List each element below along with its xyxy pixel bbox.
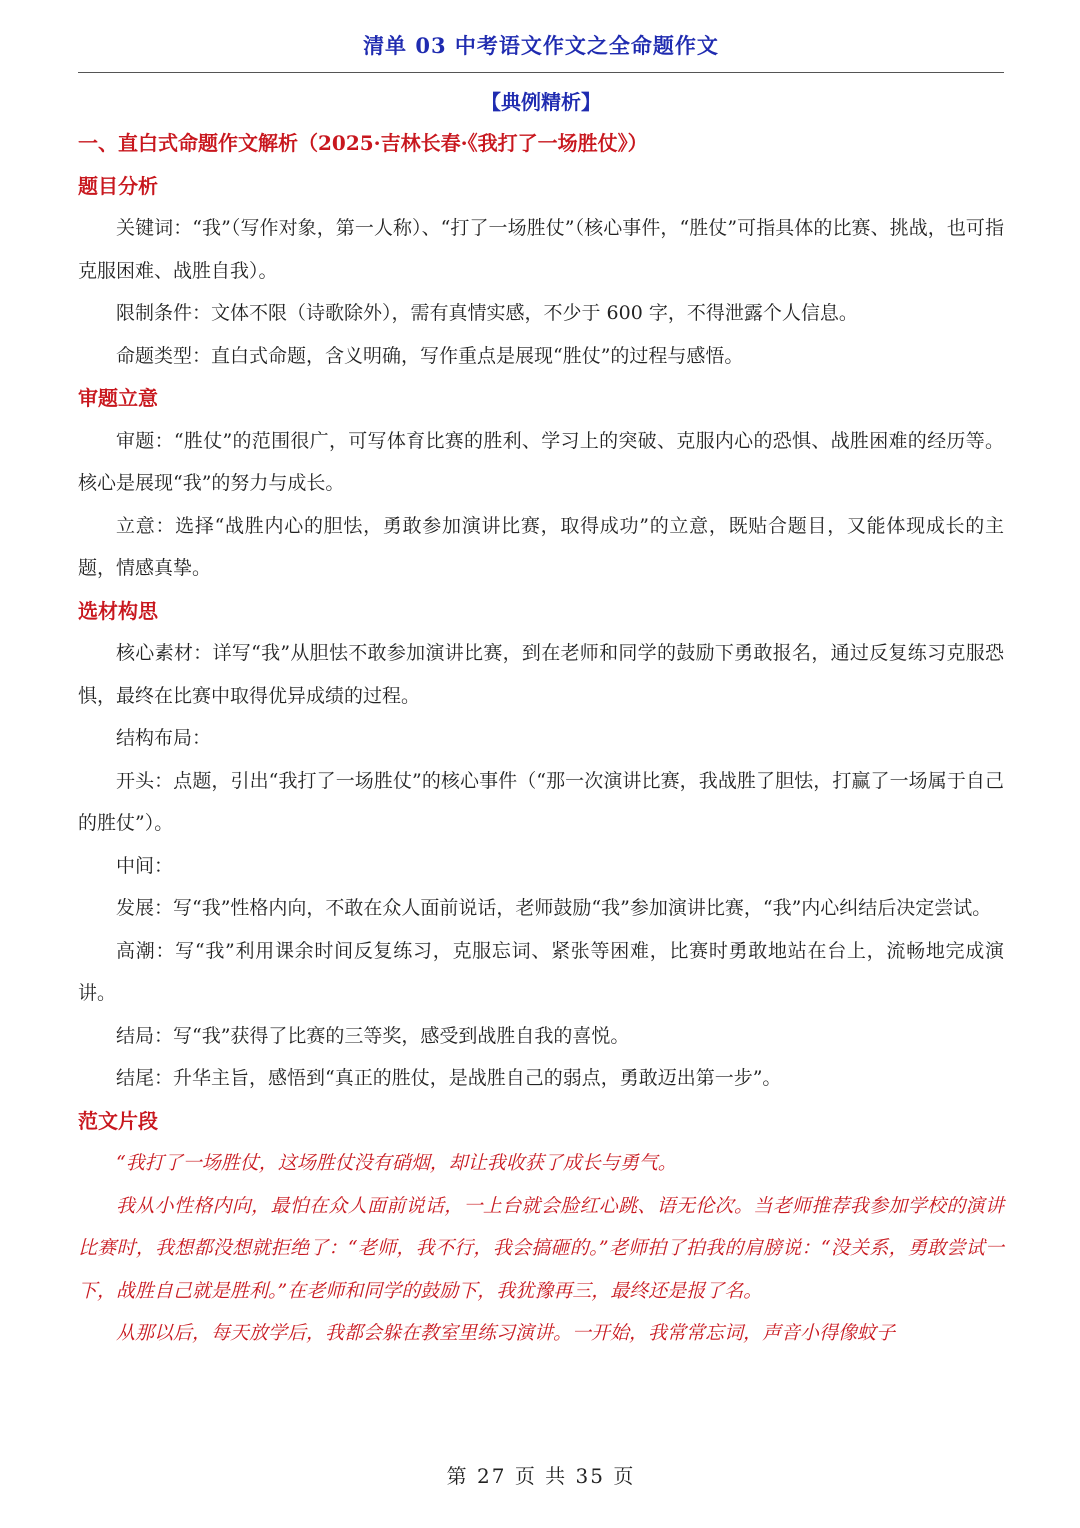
section-banner: 【典例精析】 <box>481 90 601 114</box>
page-header-title: 清单 03 中考语文作文之全命题作文 <box>363 33 719 58</box>
material-paragraph: 发展：写“我”性格内向，不敢在众人面前说话，老师鼓励“我”参加演讲比赛，“我”内心纠结后决定尝试。 <box>116 897 992 919</box>
analysis-paragraph: 关键词：“我”（写作对象，第一人称）、“打了一场胜仗”（核心事件，“胜仗”可指具体的比赛、挑战，也可指克服困难、战胜自我）。 <box>78 217 1004 282</box>
document-page <box>78 0 1004 1528</box>
material-paragraph: 高潮：写“我”利用课余时间反复练习，克服忘词、紧张等困难，比赛时勇敢地站在台上，流畅地完成演讲。 <box>78 939 1004 1004</box>
theme-heading: 审题立意 <box>78 386 158 410</box>
document-content <box>78 122 1004 1355</box>
main-heading: 一、直白式命题作文解析（2025·吉林长春·《我打了一场胜仗》） <box>78 131 648 155</box>
sample-heading: 范文片段 <box>78 1108 158 1133</box>
material-heading: 选材构思 <box>78 598 158 623</box>
material-paragraph: 核心素材：详写“我”从胆怯不敢参加演讲比赛，到在老师和同学的鼓励下勇敢报名，通过反复练习克服恐惧，最终在比赛中取得优异成绩的过程。 <box>78 642 1004 707</box>
material-paragraph: 结尾：升华主旨，感悟到“真正的胜仗，是战胜自己的弱点，勇敢迈出第一步”。 <box>116 1067 782 1089</box>
theme-paragraph: 审题：“胜仗”的范围很广，可写体育比赛的胜利、学习上的突破、克服内心的恐惧、战胜困难的经历等。核心是展现“我”的努力与成长。 <box>78 429 1004 494</box>
analysis-paragraph: 限制条件：文体不限（诗歌除外），需有真情实感，不少于 600 字，不得泄露个人信息。 <box>116 302 858 324</box>
theme-paragraph: 立意：选择“战胜内心的胆怯，勇敢参加演讲比赛，取得成功”的立意，既贴合题目，又能体现成长的主题，情感真挚。 <box>78 514 1004 579</box>
analysis-heading: 题目分析 <box>78 173 158 198</box>
analysis-paragraph: 命题类型：直白式命题，含义明确，写作重点是展现“胜仗”的过程与感悟。 <box>116 344 744 367</box>
header-divider <box>78 72 1004 73</box>
material-paragraph: 结局：写“我”获得了比赛的三等奖，感受到战胜自我的喜悦。 <box>116 1024 630 1047</box>
sample-paragraph: 从那以后，每天放学后，我都会躲在教室里练习演讲。一开始，我常常忘词，声音小得像蚊子 <box>116 1322 896 1344</box>
page-number: 第 27 页 共 35 页 <box>446 1464 636 1488</box>
sample-paragraph: “我打了一场胜仗，这场胜仗没有硝烟，却让我收获了成长与勇气。 <box>116 1152 677 1174</box>
material-paragraph: 结构布局： <box>116 727 212 749</box>
sample-paragraph: 我从小性格内向，最怕在众人面前说话，一上台就会脸红心跳、语无伦次。当老师推荐我参加学校的演讲比赛时，我想都没想就拒绝了：“老师，我不行，我会搞砸的。”老师拍了拍我的肩膀说：“没关系，勇敢尝试一下，战胜自己就是胜利。”在老师和同学的鼓励下，我犹豫再三，最终还是报了名。 <box>78 1194 1004 1302</box>
material-paragraph: 中间： <box>116 854 174 877</box>
material-paragraph: 开头：点题，引出“我打了一场胜仗”的核心事件（“那一次演讲比赛，我战胜了胆怯，打赢了一场属于自己的胜仗”）。 <box>78 769 1004 834</box>
